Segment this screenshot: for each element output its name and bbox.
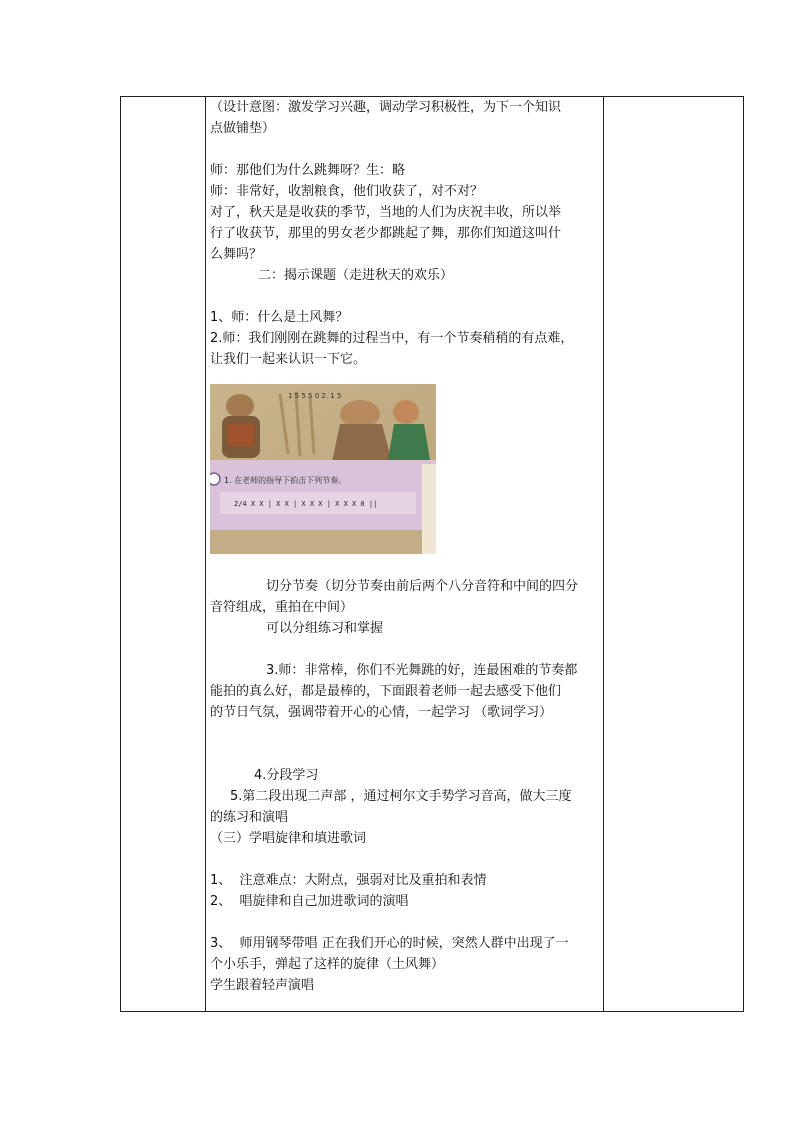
section-heading-2: 二：揭示课题（走进秋天的欢乐） <box>258 268 454 283</box>
step-3-line-1: 3.师：非常棒，你们不光舞跳的好，连最困难的节奏都 <box>266 663 578 678</box>
paragraph-line-2: 行了收获节，那里的男女老少都跳起了舞，那你们知道这叫什 <box>210 226 562 241</box>
textbook-photo-drawing <box>210 384 436 554</box>
syncopation-line-2: 音符组成，重拍在中间） <box>210 600 354 615</box>
lesson-content <box>210 97 600 996</box>
step-3-line-3: 的节日气氛，强调带着开心的心情，一起学习 （歌词学习） <box>210 705 553 720</box>
design-intent-line-1: （设计意图：激发学习兴趣，调动学习积极性，为下一个知识 <box>210 100 562 115</box>
textbook-photo <box>210 384 436 554</box>
step-3-line-2: 能拍的真么好，都是最棒的，下面跟着老师一起去感受下他们 <box>210 684 562 699</box>
paragraph-line-3: 么舞吗？ <box>210 247 263 262</box>
point-3-line-1: 3、 师用钢琴带唱 正在我们开心的时候，突然人群中出现了一 <box>210 936 569 951</box>
step-2-line-2: 让我们一起来认识一下它。 <box>210 352 367 367</box>
point-2: 2、 唱旋律和自己加进歌词的演唱 <box>210 894 409 909</box>
syncopation-line-1: 切分节奏（切分节奏由前后两个八分音符和中间的四分 <box>266 579 579 594</box>
dialogue-line-1: 师：那他们为什么跳舞呀？生：略 <box>210 163 406 178</box>
point-3-line-2: 个小乐手，弹起了这样的旋律（土风舞） <box>210 957 445 972</box>
step-5-line-2: 的练习和演唱 <box>210 810 289 825</box>
step-2-line-1: 2.师：我们刚刚在跳舞的过程当中，有一个节奏稍稍的有点难， <box>210 331 574 346</box>
paragraph-line-1: 对了，秋天是是收获的季节，当地的人们为庆祝丰收，所以举 <box>210 205 562 220</box>
section-heading-3: （三）学唱旋律和填进歌词 <box>210 831 367 846</box>
photo-rhythm: 2/4 X X | X X | X X X | X X X 0 || <box>234 500 378 508</box>
notation-strip: 1 5 5 5 0 2. 1 5 <box>288 392 342 400</box>
dialogue-line-2: 师：非常好，收割粮食，他们收获了，对不对？ <box>210 184 484 199</box>
step-4: 4.分段学习 <box>254 768 319 783</box>
step-5-line-1: 5.第二段出现二声部 ，通过柯尔文手势学习音高，做大三度 <box>230 789 572 804</box>
design-intent-line-2: 点做铺垫） <box>210 121 276 136</box>
step-1: 1、师：什么是土风舞？ <box>210 310 349 325</box>
photo-instruction: 1. 在老师的指导下拍击下列节奏。 <box>224 476 347 485</box>
point-1: 1、 注意难点：大附点，强弱对比及重拍和表情 <box>210 873 487 888</box>
column-divider-left <box>205 97 206 1011</box>
group-practice: 可以分组练习和掌握 <box>266 621 384 636</box>
column-divider-right <box>603 97 604 1011</box>
closing-line: 学生跟着轻声演唱 <box>210 978 315 993</box>
